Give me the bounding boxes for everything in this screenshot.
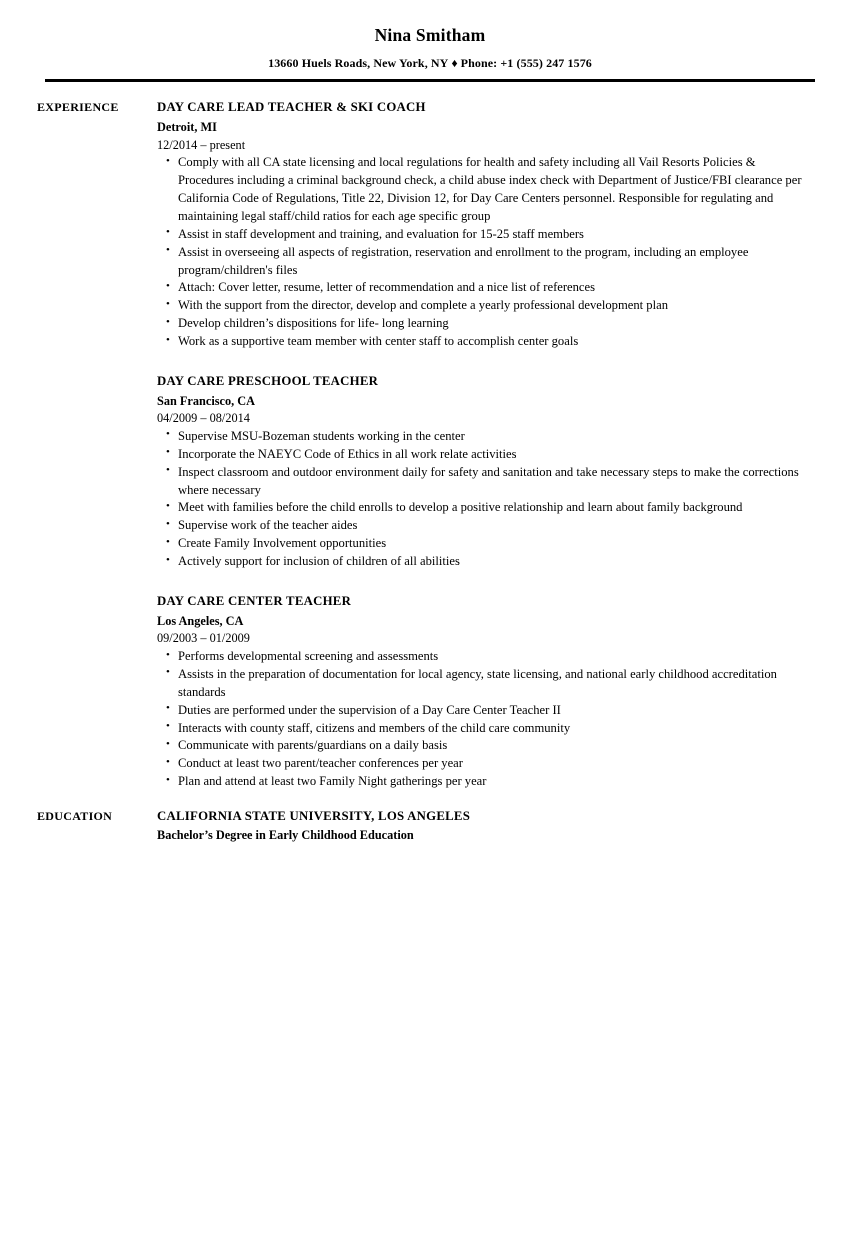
experience-entry: [157, 593, 807, 791]
list-item: • Interacts with county staff, citizens and members of the child care community: [157, 720, 807, 738]
candidate-name: Nina Smitham: [374, 25, 486, 45]
resume-header: [0, 0, 860, 82]
job-location: San Francisco, CA: [157, 393, 256, 408]
list-item: • Inspect classroom and outdoor environment daily for safety and sanitation and take necessary steps to make the corrections where necessary: [157, 464, 807, 500]
contact-address: 13660 Huels Roads, New York, NY: [268, 56, 449, 71]
education-section: [37, 808, 807, 845]
list-item: • Attach: Cover letter, resume, letter of recommendation and a nice list of references: [157, 279, 807, 297]
list-item: • Incorporate the NAEYC Code of Ethics in all work relate activities: [157, 446, 807, 464]
education-degree: Bachelor’s Degree in Early Childhood Education: [157, 828, 414, 843]
list-item: • Assists in the preparation of documentation for local agency, state licensing, and national early childhood accreditation standards: [157, 666, 807, 702]
education-section-label: EDUCATION: [37, 809, 113, 824]
list-item: • Plan and attend at least two Family Night gatherings per year: [157, 773, 807, 791]
list-item: • Duties are performed under the supervision of a Day Care Center Teacher II: [157, 702, 807, 720]
list-item: • Comply with all CA state licensing and local regulations for health and safety including all Vail Resorts Policies & Procedures including a criminal background check, a child abuse index check with Department of Justice/FBI clearance per California Code of Regulations, Title 22, Division 12, for Day Care Centers personnel. Responsible for regulating and maintaining legal staff/child ratios for each age specific group: [157, 154, 807, 226]
list-item: • Work as a supportive team member with center staff to accomplish center goals: [157, 333, 807, 351]
list-item: • With the support from the director, develop and complete a yearly professional development plan: [157, 297, 807, 315]
education-school: CALIFORNIA STATE UNIVERSITY, LOS ANGELES: [157, 809, 471, 824]
experience-entries: [157, 99, 807, 791]
list-item: • Performs developmental screening and assessments: [157, 648, 807, 666]
list-item: • Conduct at least two parent/teacher conferences per year: [157, 755, 807, 773]
diamond-separator-icon: ♦: [451, 56, 458, 71]
experience-entry: [157, 99, 807, 351]
job-location: Los Angeles, CA: [157, 613, 244, 628]
list-item: • Assist in staff development and training, and evaluation for 15-25 staff members: [157, 226, 807, 244]
job-dates: 09/2003 – 01/2009: [157, 631, 250, 646]
list-item: • Supervise MSU-Bozeman students working in the center: [157, 428, 807, 446]
header-divider: [45, 79, 815, 82]
list-item: • Actively support for inclusion of children of all abilities: [157, 553, 807, 571]
experience-entry: [157, 373, 807, 571]
list-item: • Supervise work of the teacher aides: [157, 517, 807, 535]
list-item: • Create Family Involvement opportunities: [157, 535, 807, 553]
list-item: • Communicate with parents/guardians on a daily basis: [157, 737, 807, 755]
experience-section-label: EXPERIENCE: [37, 100, 119, 115]
resume-content: [0, 99, 860, 844]
job-dates: 04/2009 – 08/2014: [157, 411, 250, 426]
job-responsibilities: [157, 648, 807, 791]
experience-section: [37, 99, 807, 791]
job-location: Detroit, MI: [157, 119, 217, 134]
education-entries: [157, 808, 807, 845]
list-item: • Meet with families before the child enrolls to develop a positive relationship and learn about family background: [157, 499, 807, 517]
list-item: • Develop children’s dispositions for life- long learning: [157, 315, 807, 333]
job-title: DAY CARE CENTER TEACHER: [157, 593, 352, 608]
contact-phone: Phone: +1 (555) 247 1576: [460, 56, 592, 71]
list-item: • Assist in overseeing all aspects of registration, reservation and enrollment to the program, including an employee program/children's files: [157, 244, 807, 280]
job-title: DAY CARE LEAD TEACHER & SKI COACH: [157, 100, 426, 115]
job-responsibilities: [157, 428, 807, 571]
contact-line: [0, 56, 860, 71]
job-responsibilities: [157, 154, 807, 351]
job-title: DAY CARE PRESCHOOL TEACHER: [157, 373, 379, 388]
job-dates: 12/2014 – present: [157, 137, 246, 152]
